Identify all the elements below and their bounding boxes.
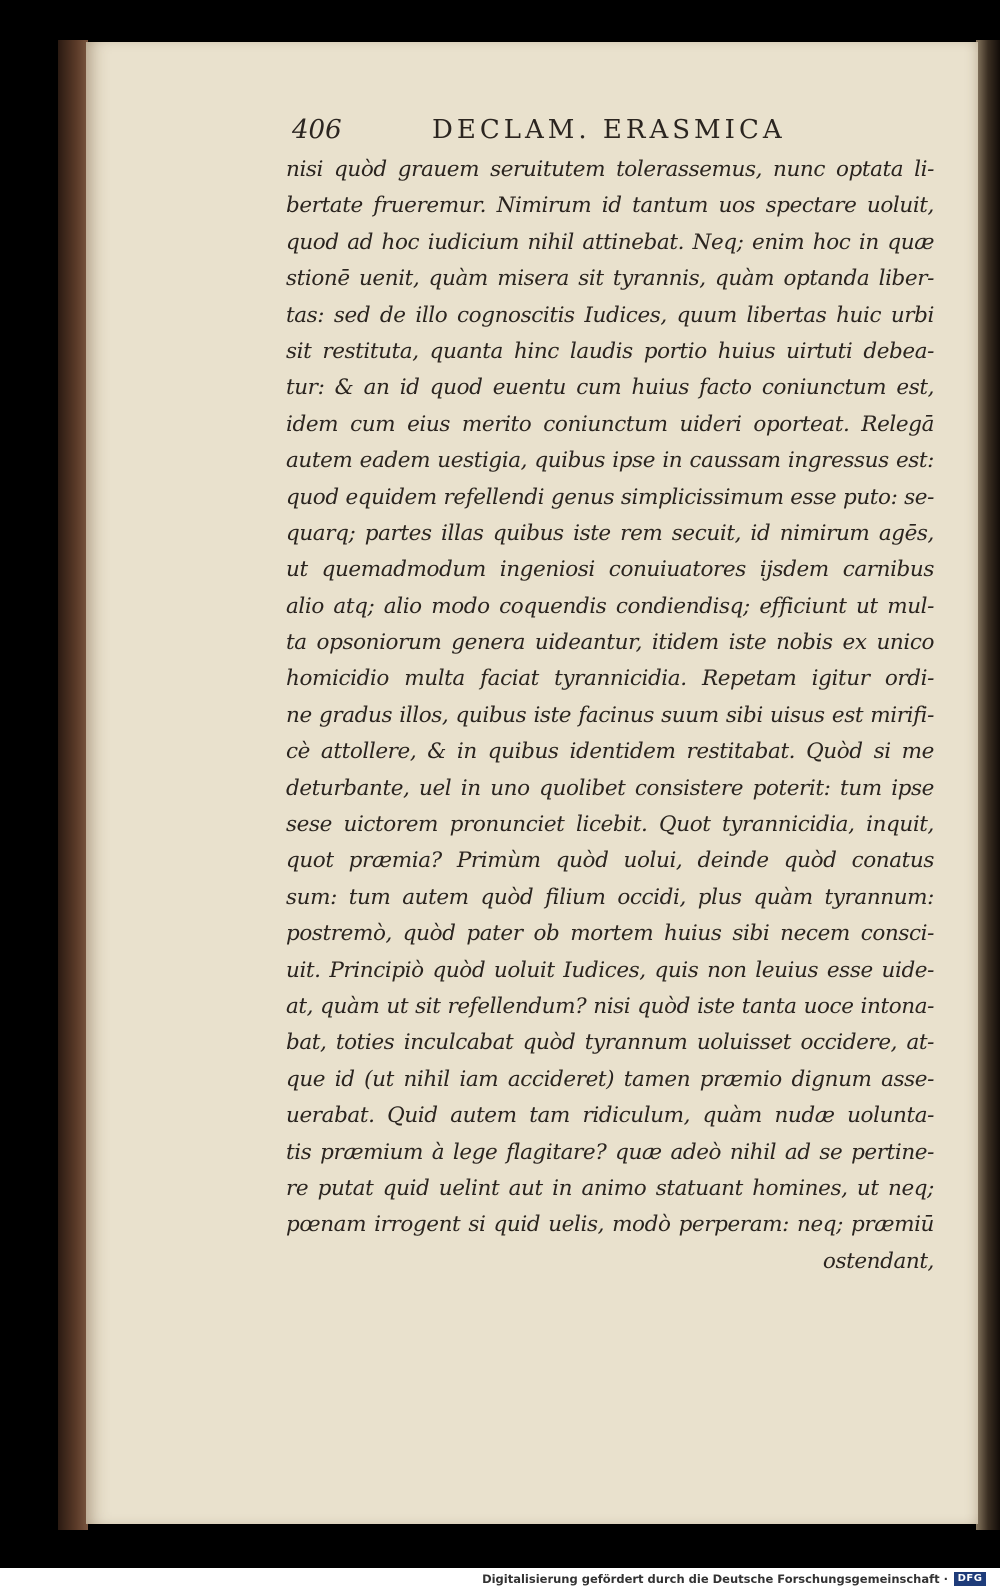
text-line: quot præmia? Primùm quòd uolui, deinde quòd conatus <box>286 848 934 874</box>
text-line: ostendant, <box>822 1248 934 1274</box>
running-head: DECLAM. ERASMICA <box>432 115 786 145</box>
text-line: bat, toties inculcabat quòd tyrannum uoluisset occidere, at- <box>286 1030 934 1056</box>
body-text <box>286 152 934 1280</box>
page-header <box>292 113 832 153</box>
text-line: tas: sed de illo cognoscitis Iudices, quum libertas huic urbi <box>286 302 934 328</box>
text-line: idem cum eius merito coniunctum uideri oporteat. Relegā <box>286 411 934 437</box>
text-line: uerabat. Quid autem tam ridiculum, quàm nudæ uolunta- <box>286 1103 934 1129</box>
text-line: cè attollere, & in quibus identidem restitabat. Quòd si me <box>286 739 934 765</box>
text-line: autem eadem uestigia, quibus ipse in caussam ingressus est: <box>286 448 934 474</box>
text-line: stionē uenit, quàm misera sit tyrannis, quàm optanda liber- <box>286 266 934 292</box>
text-line: at, quàm ut sit refellendum? nisi quòd iste tanta uoce intona- <box>286 993 934 1019</box>
text-line: ta opsoniorum genera uideantur, itidem iste nobis ex unico <box>286 630 934 656</box>
text-line: tis præmium à lege flagitare? quæ adeò nihil ad se pertine- <box>286 1139 934 1165</box>
text-line: sese uictorem pronunciet licebit. Quot tyrannicidia, inquit, <box>286 812 934 838</box>
footer-bar <box>0 1569 1000 1590</box>
text-line: sum: tum autem quòd filium occidi, plus quàm tyrannum: <box>286 884 934 910</box>
text-line: quod ad hoc iudicium nihil attinebat. Neq; enim hoc in quæ <box>286 229 934 255</box>
text-line: que id (ut nihil iam accideret) tamen præmio dignum asse- <box>286 1066 934 1092</box>
text-line: uit. Principiò quòd uoluit Iudices, quis non leuius esse uide- <box>286 957 934 983</box>
funding-credit: Digitalisierung gefördert durch die Deutsche Forschungsgemeinschaft · <box>482 1572 948 1586</box>
text-line: re putat quid uelint aut in animo statuant homines, ut neq; <box>286 1175 934 1201</box>
text-line: postremò, quòd pater ob mortem huius sibi necem consci- <box>286 921 934 947</box>
text-line: sit restituta, quanta hinc laudis portio huius uirtuti debea- <box>286 338 934 364</box>
book-binding-edge <box>58 40 88 1530</box>
text-line: nisi quòd grauem seruitutem tolerassemus, nunc optata li- <box>286 157 934 182</box>
text-line: bertate frueremur. Nimirum id tantum uos spectare uoluit, <box>286 193 934 219</box>
text-line: tur: & an id quod euentu cum huius facto coniunctum est, <box>286 375 934 401</box>
text-line: quarq; partes illas quibus iste rem secuit, id nimirum agēs, <box>286 520 934 546</box>
text-line: deturbante, uel in uno quolibet consistere poterit: tum ipse <box>286 775 934 801</box>
book-page-edge <box>976 40 1000 1530</box>
page-number: 406 <box>292 115 342 145</box>
text-line: pœnam irrogent si quid uelis, modò perperam: neq; præmiū <box>286 1212 934 1238</box>
dfg-logo-icon: DFG <box>954 1572 986 1586</box>
text-line: alio atq; alio modo coquendis condiendisq; efficiunt ut mul- <box>286 593 934 619</box>
text-line: homicidio multa faciat tyrannicidia. Repetam igitur ordi- <box>286 666 934 692</box>
text-line: quod equidem refellendi genus simplicissimum esse puto: se- <box>286 484 934 510</box>
text-line: ut quemadmodum ingeniosi conuiuatores ijsdem carnibus <box>286 557 934 583</box>
text-line: ne gradus illos, quibus iste facinus suum sibi uisus est mirifi- <box>286 702 934 728</box>
